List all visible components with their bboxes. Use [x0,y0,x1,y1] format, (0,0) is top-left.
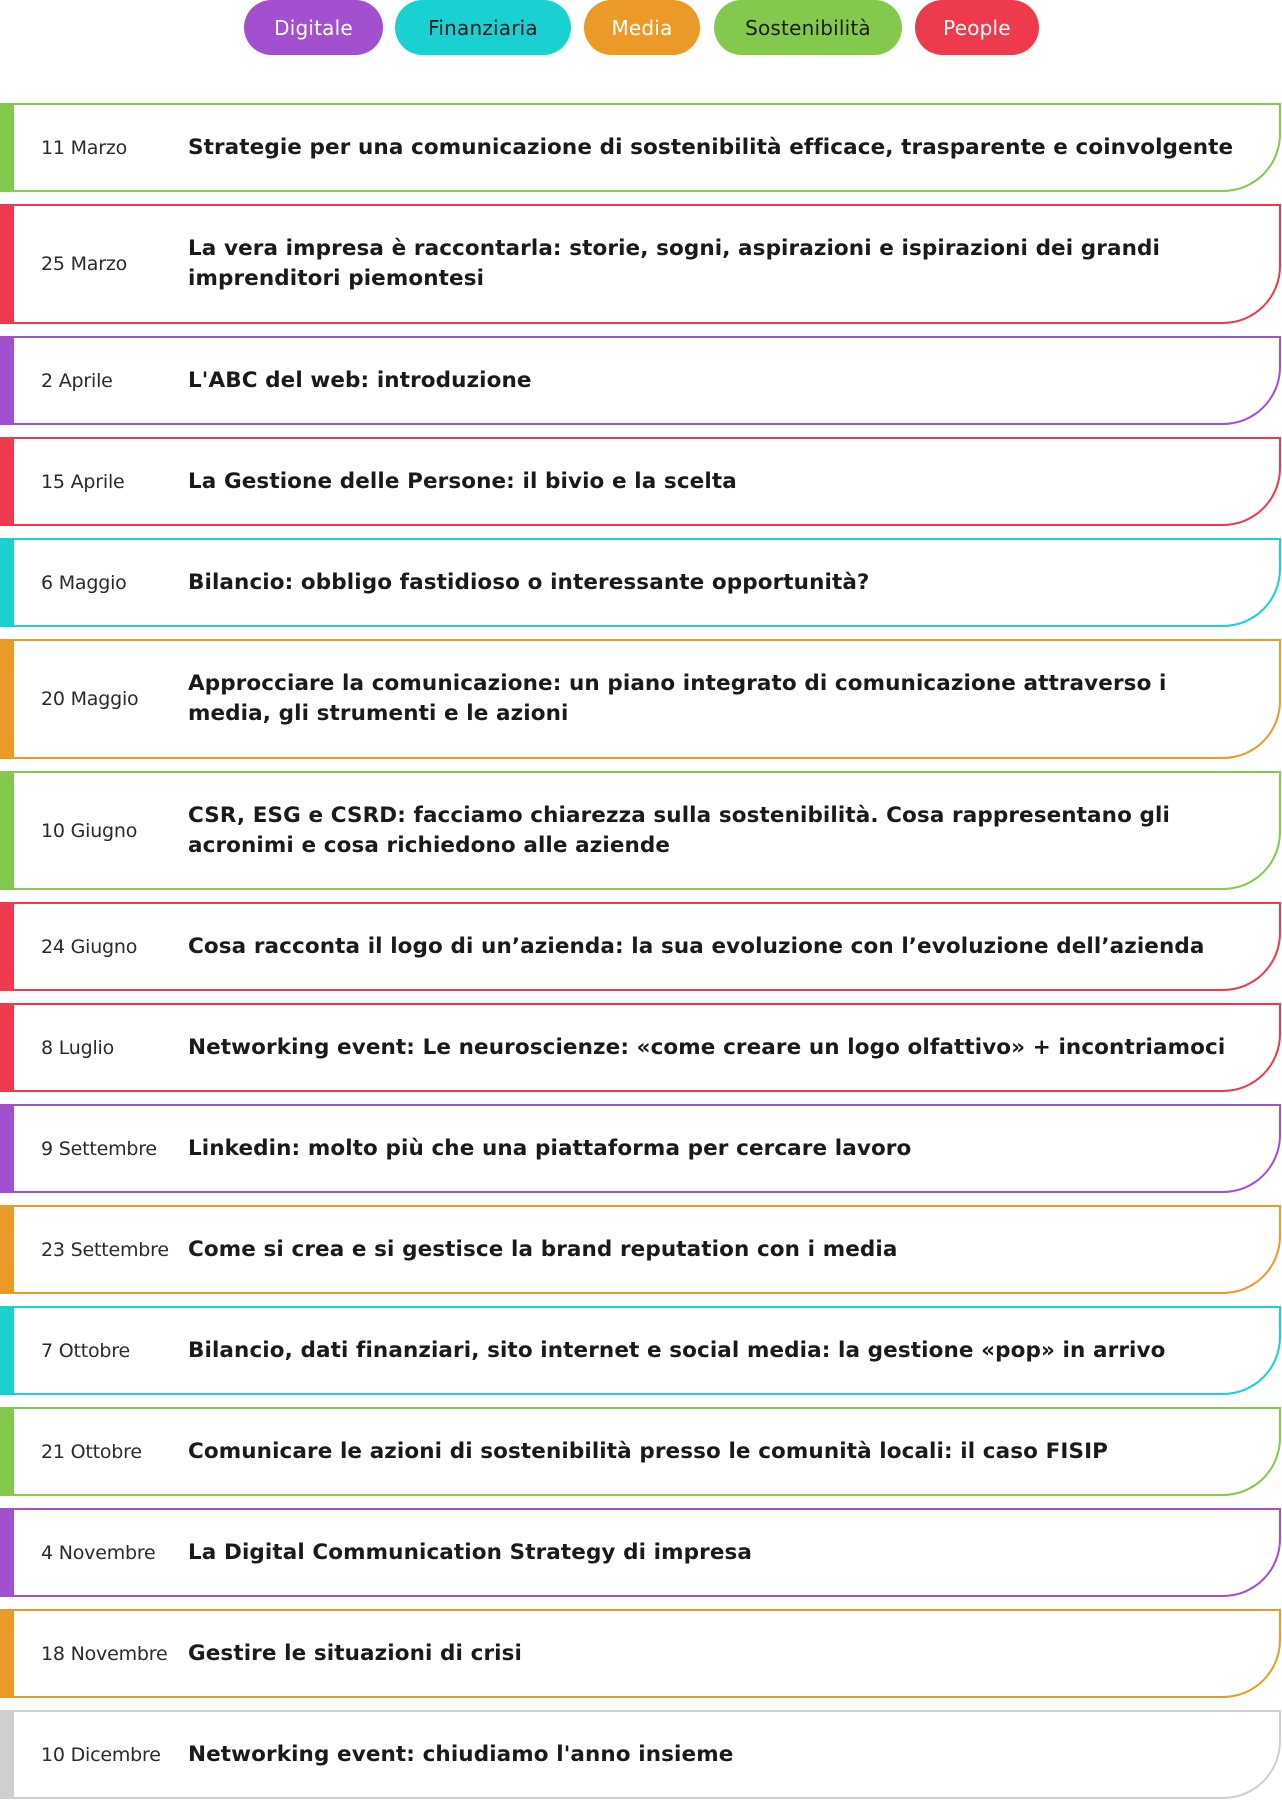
event-title: Approcciare la comunicazione: un piano integrato di comunicazione attraverso i media, gli strumenti e le azioni [188,671,1167,726]
event-date: 7 Ottobre [41,1339,130,1362]
filter-chip-label: Finanziaria [428,15,538,40]
category-color-bar [0,1205,14,1294]
event-title: Bilancio: obbligo fastidioso o interessante opportunità? [188,569,870,595]
category-color-bar [0,1609,14,1698]
event-row[interactable] [0,538,1281,627]
filter-chip-finanziaria[interactable] [395,0,571,55]
event-date: 21 Ottobre [41,1440,142,1463]
event-date: 11 Marzo [41,136,128,159]
event-row[interactable] [0,902,1281,991]
event-date: 23 Settembre [41,1238,169,1261]
event-row[interactable] [0,103,1281,192]
event-title: Networking event: Le neuroscienze: «come creare un logo olfattivo» + incontriamoci [188,1034,1226,1060]
event-date: 18 Novembre [41,1642,168,1665]
filter-chip-label: Media [611,15,673,40]
category-color-bar [0,103,14,192]
event-title: L'ABC del web: introduzione [188,367,532,393]
filter-chip-people[interactable] [915,0,1039,55]
event-row[interactable] [0,1508,1281,1597]
event-row[interactable] [0,1407,1281,1496]
event-title: Bilancio, dati finanziari, sito internet e social media: la gestione «pop» in arrivo [188,1337,1166,1363]
event-row[interactable] [0,1104,1281,1193]
category-color-bar [0,771,14,890]
filter-chip-media[interactable] [584,0,700,55]
event-title: La vera impresa è raccontarla: storie, sogni, aspirazioni e ispirazioni dei grandi imprenditori piemontesi [188,236,1160,291]
event-date: 25 Marzo [41,253,128,275]
category-color-bar [0,1508,14,1597]
event-date: 15 Aprile [41,470,125,493]
event-title: Comunicare le azioni di sostenibilità presso le comunità locali: il caso FISIP [188,1438,1109,1464]
category-color-bar [0,437,14,526]
event-title: Strategie per una comunicazione di sostenibilità efficace, trasparente e coinvolgente [188,134,1234,160]
event-title: Gestire le situazioni di crisi [188,1640,522,1666]
event-title: Cosa racconta il logo di un’azienda: la sua evoluzione con l’evoluzione dell’azienda [188,933,1205,959]
category-color-bar [0,1710,14,1799]
event-date: 4 Novembre [41,1541,156,1564]
event-date: 24 Giugno [41,935,138,958]
event-row[interactable] [0,437,1281,526]
event-row[interactable] [0,771,1281,890]
event-title: Linkedin: molto più che una piattaforma per cercare lavoro [188,1135,912,1161]
filter-chip-sostenibilita[interactable] [714,0,902,55]
event-date: 10 Giugno [41,819,138,842]
event-title: La Digital Communication Strategy di impresa [188,1539,753,1565]
event-row[interactable] [0,1003,1281,1092]
filter-chip-label: People [943,15,1011,40]
event-title: CSR, ESG e CSRD: facciamo chiarezza sulla sostenibilità. Cosa rappresentano gli acronimi e cosa richiedono alle aziende [188,802,1170,858]
event-row[interactable] [0,336,1281,425]
event-title: La Gestione delle Persone: il bivio e la scelta [188,468,737,494]
category-filter-bar [0,0,1282,56]
event-row[interactable] [0,1609,1281,1698]
event-date: 9 Settembre [41,1137,157,1160]
category-color-bar [0,902,14,991]
event-row[interactable] [0,1306,1281,1395]
category-color-bar [0,204,14,324]
event-date: 20 Maggio [41,688,139,710]
filter-chip-label: Sostenibilità [745,15,871,40]
category-color-bar [0,1407,14,1496]
filter-chip-label: Digitale [274,15,353,40]
event-date: 10 Dicembre [41,1743,161,1766]
category-color-bar [0,1003,14,1092]
category-color-bar [0,1306,14,1395]
event-date: 2 Aprile [41,369,113,392]
category-color-bar [0,639,14,759]
event-row[interactable] [0,1710,1281,1799]
event-date: 8 Luglio [41,1036,115,1059]
event-row[interactable] [0,204,1281,324]
event-date: 6 Maggio [41,571,127,594]
category-color-bar [0,336,14,425]
category-color-bar [0,538,14,627]
event-row[interactable] [0,639,1281,759]
event-title: Come si crea e si gestisce la brand reputation con i media [188,1236,898,1262]
filter-chip-digitale[interactable] [244,0,383,55]
event-row[interactable] [0,1205,1281,1294]
category-color-bar [0,1104,14,1193]
event-title: Networking event: chiudiamo l'anno insieme [188,1741,734,1767]
